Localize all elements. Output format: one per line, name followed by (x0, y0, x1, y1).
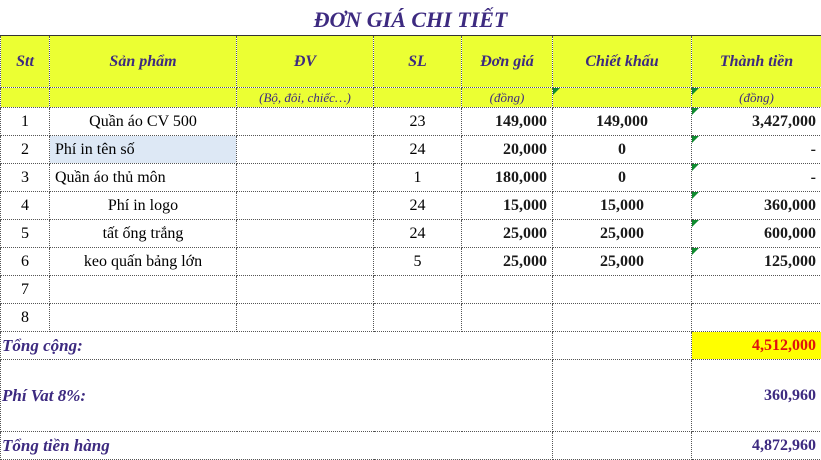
grand-total-label[interactable]: Tổng tiền hàng (1, 432, 553, 460)
cell-stt[interactable]: 5 (1, 220, 50, 248)
cell-amount[interactable]: - (692, 164, 821, 192)
cell-qty[interactable]: 24 (374, 220, 462, 248)
cell-price[interactable]: 25,000 (462, 248, 553, 276)
cell-amount[interactable]: 125,000 (692, 248, 821, 276)
cell-unit[interactable] (237, 220, 374, 248)
cell-price[interactable]: 15,000 (462, 192, 553, 220)
table-row (1, 108, 821, 136)
table-row (1, 136, 821, 164)
cell-amount[interactable]: 600,000 (692, 220, 821, 248)
vat-value[interactable]: 360,960 (692, 360, 821, 432)
cell-price[interactable]: 20,000 (462, 136, 553, 164)
cell-price[interactable] (462, 304, 553, 332)
cell-amount[interactable] (692, 304, 821, 332)
total-row (1, 332, 821, 360)
subheader-row (1, 88, 821, 108)
cell-unit[interactable] (237, 276, 374, 304)
grand-total-row (1, 432, 821, 460)
cell-product[interactable]: Quần áo CV 500 (50, 108, 237, 136)
cell-discount[interactable]: 15,000 (553, 192, 692, 220)
cell-discount[interactable]: 25,000 (553, 220, 692, 248)
cell-amount[interactable]: - (692, 136, 821, 164)
cell-product[interactable] (50, 276, 237, 304)
cell-product[interactable]: Quần áo thủ môn (50, 164, 237, 192)
subheader-product[interactable] (50, 88, 237, 108)
subheader-qty[interactable] (374, 88, 462, 108)
cell-amount[interactable]: 3,427,000 (692, 108, 821, 136)
cell-qty[interactable]: 5 (374, 248, 462, 276)
subheader-unit[interactable]: (Bộ, đôi, chiếc…) (237, 88, 374, 108)
total-spacer[interactable] (553, 332, 692, 360)
cell-amount[interactable] (692, 276, 821, 304)
table-row (1, 164, 821, 192)
header-amount[interactable]: Thành tiền (692, 36, 821, 88)
cell-stt[interactable]: 4 (1, 192, 50, 220)
cell-discount[interactable]: 25,000 (553, 248, 692, 276)
subheader-amount[interactable]: (đồng) (692, 88, 821, 108)
cell-price[interactable]: 149,000 (462, 108, 553, 136)
cell-qty[interactable]: 23 (374, 108, 462, 136)
table-row (1, 276, 821, 304)
price-table (0, 35, 821, 460)
cell-price[interactable] (462, 276, 553, 304)
cell-product[interactable]: keo quấn bảng lớn (50, 248, 237, 276)
cell-unit[interactable] (237, 136, 374, 164)
header-unit[interactable]: ĐV (237, 36, 374, 88)
cell-product[interactable]: tất ống trắng (50, 220, 237, 248)
cell-stt[interactable]: 2 (1, 136, 50, 164)
cell-qty[interactable]: 1 (374, 164, 462, 192)
grand-total-value[interactable]: 4,872,960 (692, 432, 821, 460)
header-row (1, 36, 821, 88)
header-product[interactable]: Sản phẩm (50, 36, 237, 88)
cell-discount[interactable]: 149,000 (553, 108, 692, 136)
table-row (1, 220, 821, 248)
cell-discount[interactable]: 0 (553, 164, 692, 192)
header-price[interactable]: Đơn giá (462, 36, 553, 88)
cell-qty[interactable]: 24 (374, 136, 462, 164)
cell-price[interactable]: 25,000 (462, 220, 553, 248)
vat-row (1, 360, 821, 432)
cell-product[interactable] (50, 304, 237, 332)
cell-product[interactable]: Phí in logo (50, 192, 237, 220)
grand-total-spacer[interactable] (553, 432, 692, 460)
cell-unit[interactable] (237, 192, 374, 220)
cell-product-selected[interactable]: Phí in tên số (50, 136, 237, 164)
cell-stt[interactable]: 7 (1, 276, 50, 304)
cell-stt[interactable]: 1 (1, 108, 50, 136)
cell-amount[interactable]: 360,000 (692, 192, 821, 220)
cell-price[interactable]: 180,000 (462, 164, 553, 192)
table-row (1, 304, 821, 332)
sheet-title: ĐƠN GIÁ CHI TIẾT (0, 5, 821, 35)
header-qty[interactable]: SL (374, 36, 462, 88)
cell-unit[interactable] (237, 304, 374, 332)
total-label[interactable]: Tổng cộng: (1, 332, 553, 360)
table-row (1, 248, 821, 276)
header-discount[interactable]: Chiết khấu (553, 36, 692, 88)
cell-unit[interactable] (237, 108, 374, 136)
cell-qty[interactable] (374, 304, 462, 332)
subheader-discount[interactable] (553, 88, 692, 108)
cell-unit[interactable] (237, 164, 374, 192)
subheader-price[interactable]: (đồng) (462, 88, 553, 108)
cell-qty[interactable] (374, 276, 462, 304)
cell-stt[interactable]: 3 (1, 164, 50, 192)
subheader-stt[interactable] (1, 88, 50, 108)
cell-unit[interactable] (237, 248, 374, 276)
cell-qty[interactable]: 24 (374, 192, 462, 220)
total-value[interactable]: 4,512,000 (692, 332, 821, 360)
header-stt[interactable]: Stt (1, 36, 50, 88)
cell-discount[interactable] (553, 304, 692, 332)
cell-stt[interactable]: 6 (1, 248, 50, 276)
table-row (1, 192, 821, 220)
cell-discount[interactable]: 0 (553, 136, 692, 164)
cell-discount[interactable] (553, 276, 692, 304)
cell-stt[interactable]: 8 (1, 304, 50, 332)
vat-spacer[interactable] (553, 360, 692, 432)
vat-label[interactable]: Phí Vat 8%: (1, 360, 553, 432)
